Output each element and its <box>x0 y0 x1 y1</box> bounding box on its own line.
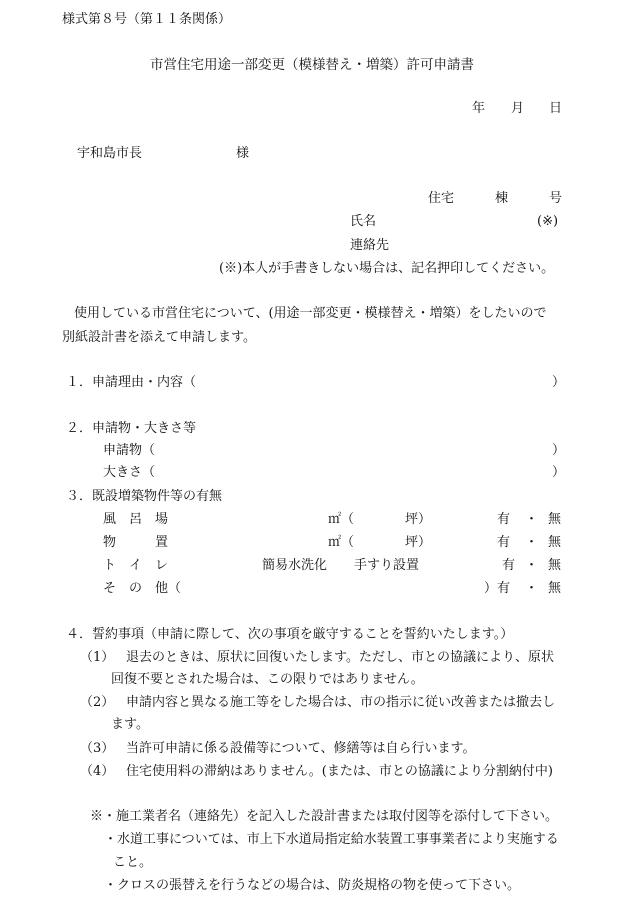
row-other-no: 無 <box>548 581 562 596</box>
intro-line-2: 別紙設計書を添えて申請します。 <box>62 330 256 345</box>
item-label: 申請物（ <box>103 443 156 458</box>
intro-line-1: 使用している市営住宅について、(用途一部変更・模様替え・増築）をしたいので <box>74 306 547 321</box>
row-storage-tsubo: 坪） <box>405 535 432 550</box>
row-other-close: ） <box>484 581 498 596</box>
pledge-3-line-1: 当許可申請に係る設備等について、修繕等は自ら行います。 <box>126 741 476 756</box>
row-bath-name: 風 呂 場 <box>103 512 169 527</box>
row-toilet-name: ト イ レ <box>103 558 169 573</box>
row-storage-no: 無 <box>548 535 562 550</box>
item-close: ） <box>552 443 566 458</box>
row-storage-name: 物 置 <box>103 535 169 550</box>
row-toilet-flush: 簡易水洗化 <box>262 558 328 573</box>
row-toilet-yes: 有 <box>502 558 516 573</box>
row-toilet-handrail: 手すり設置 <box>354 558 420 573</box>
section4-label: ４．誓約事項（申請に際して、次の事項を厳守することを誓約いたします。） <box>66 627 514 642</box>
row-other-yes: 有 <box>497 581 511 596</box>
pledge-3-num: （3） <box>80 741 115 756</box>
name-label: 氏名 <box>350 214 377 229</box>
page-title: 市営住宅用途一部変更（模様替え・増築）許可申請書 <box>150 57 474 73</box>
note-3: ・クロスの張替えを行うなどの場合は、防炎規格の物を使って下さい。 <box>104 878 521 893</box>
housing-label: 住宅 <box>428 191 455 206</box>
section1-close: ） <box>552 375 566 390</box>
seal-note: (※)本人が手書きしない場合は、記名押印してください。 <box>219 261 555 276</box>
row-other-name: そ の 他（ <box>103 581 182 596</box>
pledge-2-num: （2） <box>80 695 115 710</box>
date-day-label: 日 <box>549 101 563 116</box>
date-month-label: 月 <box>511 101 525 116</box>
pledge-4-num: （4） <box>80 764 115 779</box>
name-mark: (※) <box>537 214 559 229</box>
addressee-honorific: 様 <box>236 146 250 161</box>
addressee-name: 宇和島市長 <box>77 146 143 161</box>
row-bath-dot: ・ <box>525 512 539 527</box>
section3-label: ３．既設増築物件等の有無 <box>66 489 223 504</box>
row-bath-sqm: ㎡（ <box>328 512 355 527</box>
contact-label: 連絡先 <box>350 238 390 253</box>
pledge-1-num: （1） <box>80 650 115 665</box>
pledge-2-line-1: 申請内容と異なる施工等をした場合は、市の指示に従い改善または撤去し <box>126 695 556 710</box>
row-bath-no: 無 <box>548 512 562 527</box>
pledge-2-line-2: ます。 <box>111 717 149 732</box>
size-close: ） <box>552 465 566 480</box>
date-year-label: 年 <box>472 101 486 116</box>
row-bath-yes: 有 <box>497 512 511 527</box>
row-storage-sqm: ㎡（ <box>328 535 355 550</box>
note-2-line-2: こと。 <box>113 855 153 870</box>
row-toilet-no: 無 <box>548 558 562 573</box>
building-label: 棟 <box>495 191 509 206</box>
pledge-1-line-1: 退去のときは、原状に回復いたします。ただし、市との協議により、原状 <box>126 650 554 665</box>
note-2-line-1: ・水道工事については、市上下水道局指定給水装置工事事業者により実施する <box>104 832 559 847</box>
size-label: 大きさ（ <box>103 465 156 480</box>
row-storage-dot: ・ <box>525 535 539 550</box>
form-number: 様式第８号（第１１条関係） <box>62 12 232 27</box>
row-storage-yes: 有 <box>497 535 511 550</box>
note-1: ※・施工業者名（連絡先）を記入した設計書または取付図等を添付して下さい。 <box>90 809 559 824</box>
pledge-4-line-1: 住宅使用料の滞納はありません。(または、市との協議により分割納付中) <box>126 764 553 779</box>
row-toilet-dot: ・ <box>525 558 539 573</box>
section2-label: ２．申請物・大きさ等 <box>66 421 197 436</box>
row-other-dot: ・ <box>525 581 539 596</box>
section1-label: １．申請理由・内容（ <box>66 375 197 390</box>
pledge-1-line-2: 回復不要とされた場合は、この限りではありません。 <box>111 672 424 687</box>
row-bath-tsubo: 坪） <box>405 512 432 527</box>
number-label: 号 <box>549 191 563 206</box>
